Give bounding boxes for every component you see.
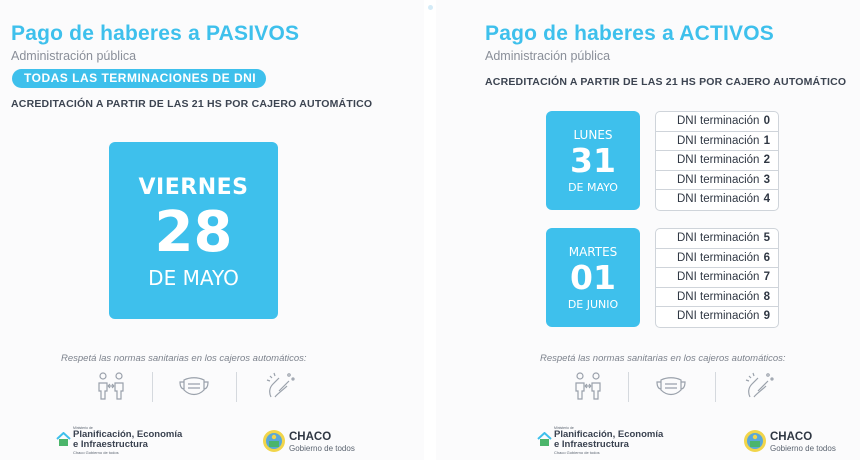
activos-accreditation-note: ACREDITACIÓN A PARTIR DE LAS 21 HS POR CAJERO AUTOMÁTICO — [485, 76, 847, 88]
activos-date-card — [546, 228, 640, 327]
dni-row: DNI terminación 8 — [656, 288, 778, 308]
activos-title: Pago de haberes a ACTIVOS — [485, 22, 774, 45]
hand-sanitizer-icon — [265, 371, 297, 401]
social-distance-icon — [572, 371, 604, 401]
dni-row: DNI terminación 3 — [656, 171, 778, 191]
dni-list-group-1 — [655, 111, 779, 211]
icon-separator — [152, 372, 153, 402]
dni-list-group-2 — [655, 228, 779, 328]
activos-month: DE MAYO — [568, 181, 618, 194]
dni-row: DNI terminación 9 — [677, 310, 770, 323]
face-mask-icon — [177, 375, 211, 399]
chaco-tagline: Gobierno de todos — [289, 444, 355, 453]
activos-day: 31 — [570, 141, 616, 180]
ministry-label-small: Ministerio de — [73, 426, 93, 430]
dni-row: DNI terminación 0 — [656, 112, 778, 132]
dni-row: DNI terminación 1 — [656, 132, 778, 152]
icon-separator — [715, 372, 716, 402]
activos-date-card — [546, 111, 640, 210]
chaco-name: CHACO — [289, 431, 332, 443]
ministry-house-icon — [537, 432, 552, 447]
ministry-label-small: Ministerio de — [554, 426, 574, 430]
activos-weekday: LUNES — [573, 128, 613, 142]
hand-sanitizer-icon — [744, 371, 776, 401]
activos-day: 01 — [570, 258, 616, 297]
pasivos-month: DE MAYO — [148, 266, 239, 290]
activos-sanitary-notice: Respetá las normas sanitarias en los cajeros automáticos: — [540, 353, 786, 364]
pasivos-subtitle: Administración pública — [11, 49, 137, 63]
ministry-tagline: Chaco Gobierno de todos — [73, 450, 119, 455]
pasivos-accreditation-note: ACREDITACIÓN A PARTIR DE LAS 21 HS POR CAJERO AUTOMÁTICO — [11, 98, 373, 110]
activos-weekday: MARTES — [568, 245, 618, 259]
face-mask-icon — [654, 375, 688, 399]
ministry-house-icon — [56, 432, 71, 447]
dni-row: DNI terminación 7 — [656, 268, 778, 288]
dni-row: DNI terminación 4 — [677, 193, 770, 206]
pasivos-weekday: VIERNES — [138, 175, 249, 200]
all-terminations-pill: TODAS LAS TERMINACIONES DE DNI — [12, 69, 266, 88]
icon-separator — [628, 372, 629, 402]
pasivos-panel — [0, 0, 424, 460]
ministry-name: Planificación, Economía e Infraestructura — [554, 429, 664, 450]
chaco-tagline: Gobierno de todos — [770, 444, 836, 453]
ministry-name: Planificación, Economía e Infraestructura — [73, 429, 183, 450]
pasivos-date-card — [109, 142, 278, 319]
chaco-name: CHACO — [770, 431, 813, 443]
activos-panel — [436, 0, 860, 460]
activos-month: DE JUNIO — [567, 298, 619, 311]
chaco-shield-icon — [743, 427, 767, 455]
icon-separator — [236, 372, 237, 402]
dni-row: DNI terminación 5 — [656, 229, 778, 249]
pasivos-day: 28 — [154, 200, 233, 265]
social-distance-icon — [95, 371, 127, 401]
activos-subtitle: Administración pública — [485, 49, 611, 63]
dni-row: DNI terminación 2 — [656, 151, 778, 171]
pasivos-title: Pago de haberes a PASIVOS — [11, 22, 300, 45]
ministry-tagline: Chaco Gobierno de todos — [554, 450, 600, 455]
dni-row: DNI terminación 6 — [656, 249, 778, 269]
chaco-shield-icon — [262, 427, 286, 455]
pasivos-sanitary-notice: Respetá las normas sanitarias en los cajeros automáticos: — [61, 353, 307, 364]
